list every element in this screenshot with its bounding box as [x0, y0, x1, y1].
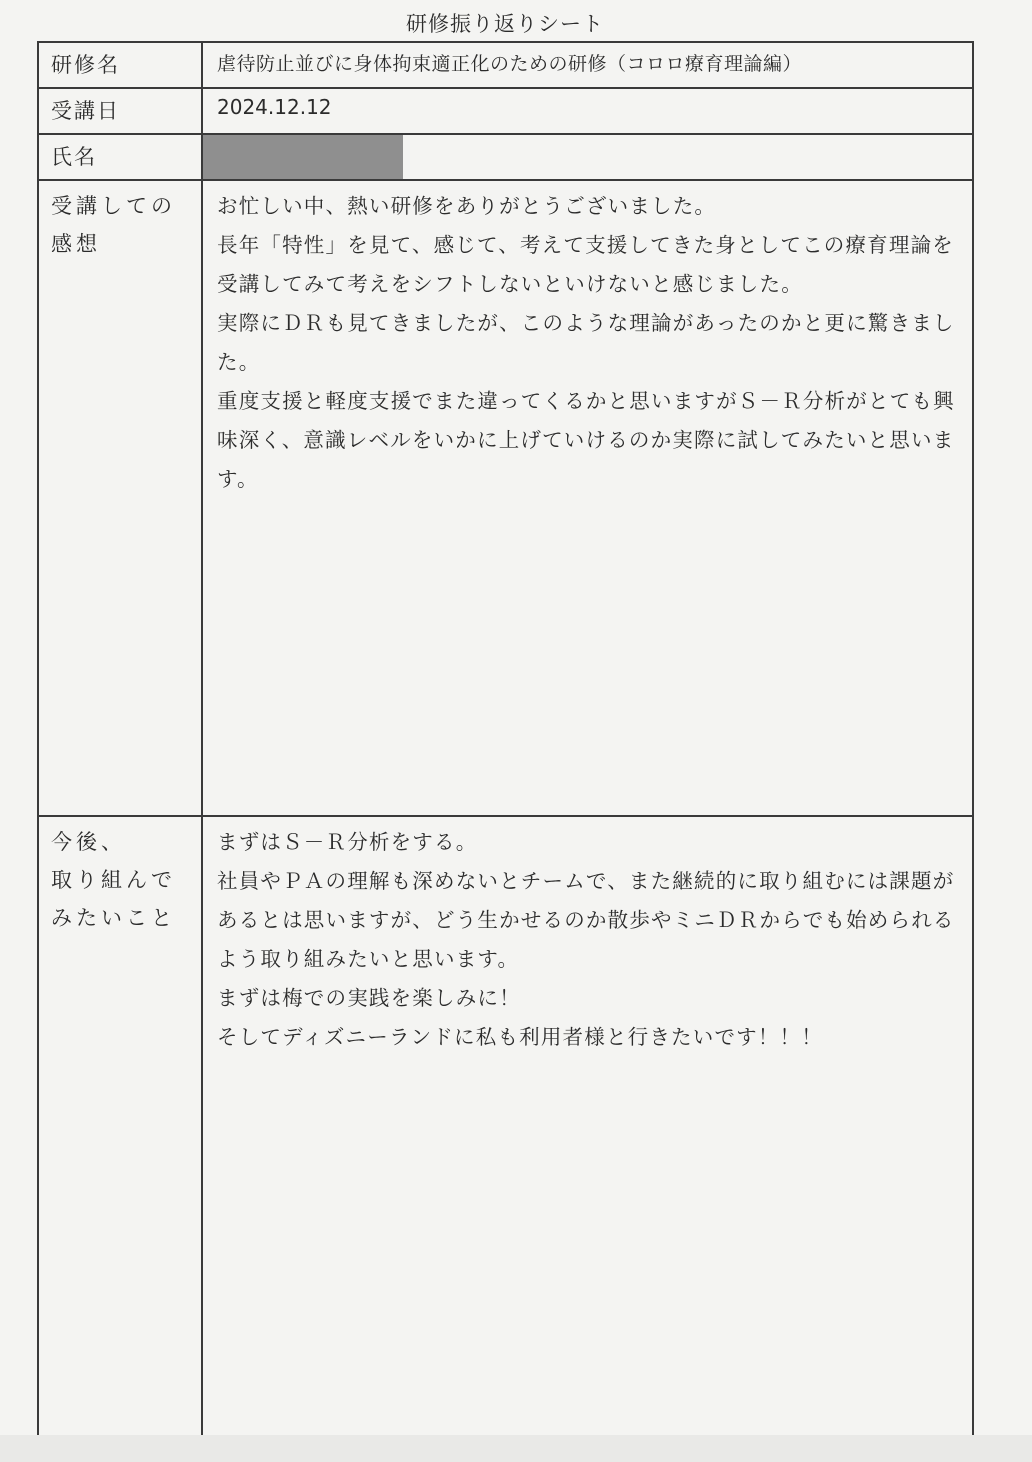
course-row — [38, 42, 973, 88]
impressions-label-line1: 受講しての — [51, 194, 176, 218]
future-label-line1: 今後、 — [51, 830, 126, 854]
impressions-paragraph: 長年「特性」を見て、感じて、考えて支援してきた身としてこの療育理論を受講してみて考えをシフトしないといけないと感じました。 — [217, 233, 954, 296]
course-label: 研修名 — [38, 42, 202, 88]
impressions-text — [202, 180, 973, 816]
attendance-date-value: 2024.12.12 — [202, 88, 973, 134]
review-form-table — [37, 41, 974, 1445]
scan-bottom-edge — [0, 1435, 1032, 1462]
date-row — [38, 88, 973, 134]
future-label-line2: 取り組んで — [51, 868, 176, 892]
future-row — [38, 816, 973, 1444]
future-text — [202, 816, 973, 1444]
impressions-paragraph: 実際にＤＲも見てきましたが、このような理論があったのかと更に驚きました。 — [217, 311, 955, 374]
future-label-line3: みたいこと — [51, 906, 176, 930]
impressions-label — [38, 180, 202, 816]
date-label: 受講日 — [38, 88, 202, 134]
name-value-cell — [202, 134, 973, 180]
impressions-row — [38, 180, 973, 816]
impressions-label-line2: 感想 — [51, 232, 101, 256]
sheet-title: 研修振り返りシート — [406, 12, 604, 36]
impressions-paragraph: 重度支援と軽度支援でまた違ってくるかと思いますがＳ－Ｒ分析がとても興味深く、意識レベルをいかに上げていけるのか実際に試してみたいと思います。 — [217, 389, 955, 491]
future-paragraph: まずは梅での実践を楽しみに！ — [217, 986, 521, 1010]
redacted-name-block — [203, 135, 403, 179]
name-row — [38, 134, 973, 180]
impressions-paragraph: お忙しい中、熱い研修をありがとうございました。 — [217, 194, 717, 218]
name-label: 氏名 — [38, 134, 202, 180]
future-paragraph: まずはＳ－Ｒ分析をする。 — [217, 830, 478, 854]
future-label — [38, 816, 202, 1444]
future-paragraph: 社員やＰＡの理解も深めないとチームで、また継続的に取り組むには課題があるとは思いますが、どう生かせるのか散歩やミニＤＲからでも始められるよう取り組みたいと思います。 — [217, 869, 955, 971]
future-paragraph: そしてディズニーランドに私も利用者様と行きたいです！！！ — [217, 1025, 823, 1049]
course-name-value: 虐待防止並びに身体拘束適正化のための研修（コロロ療育理論編） — [202, 42, 973, 88]
